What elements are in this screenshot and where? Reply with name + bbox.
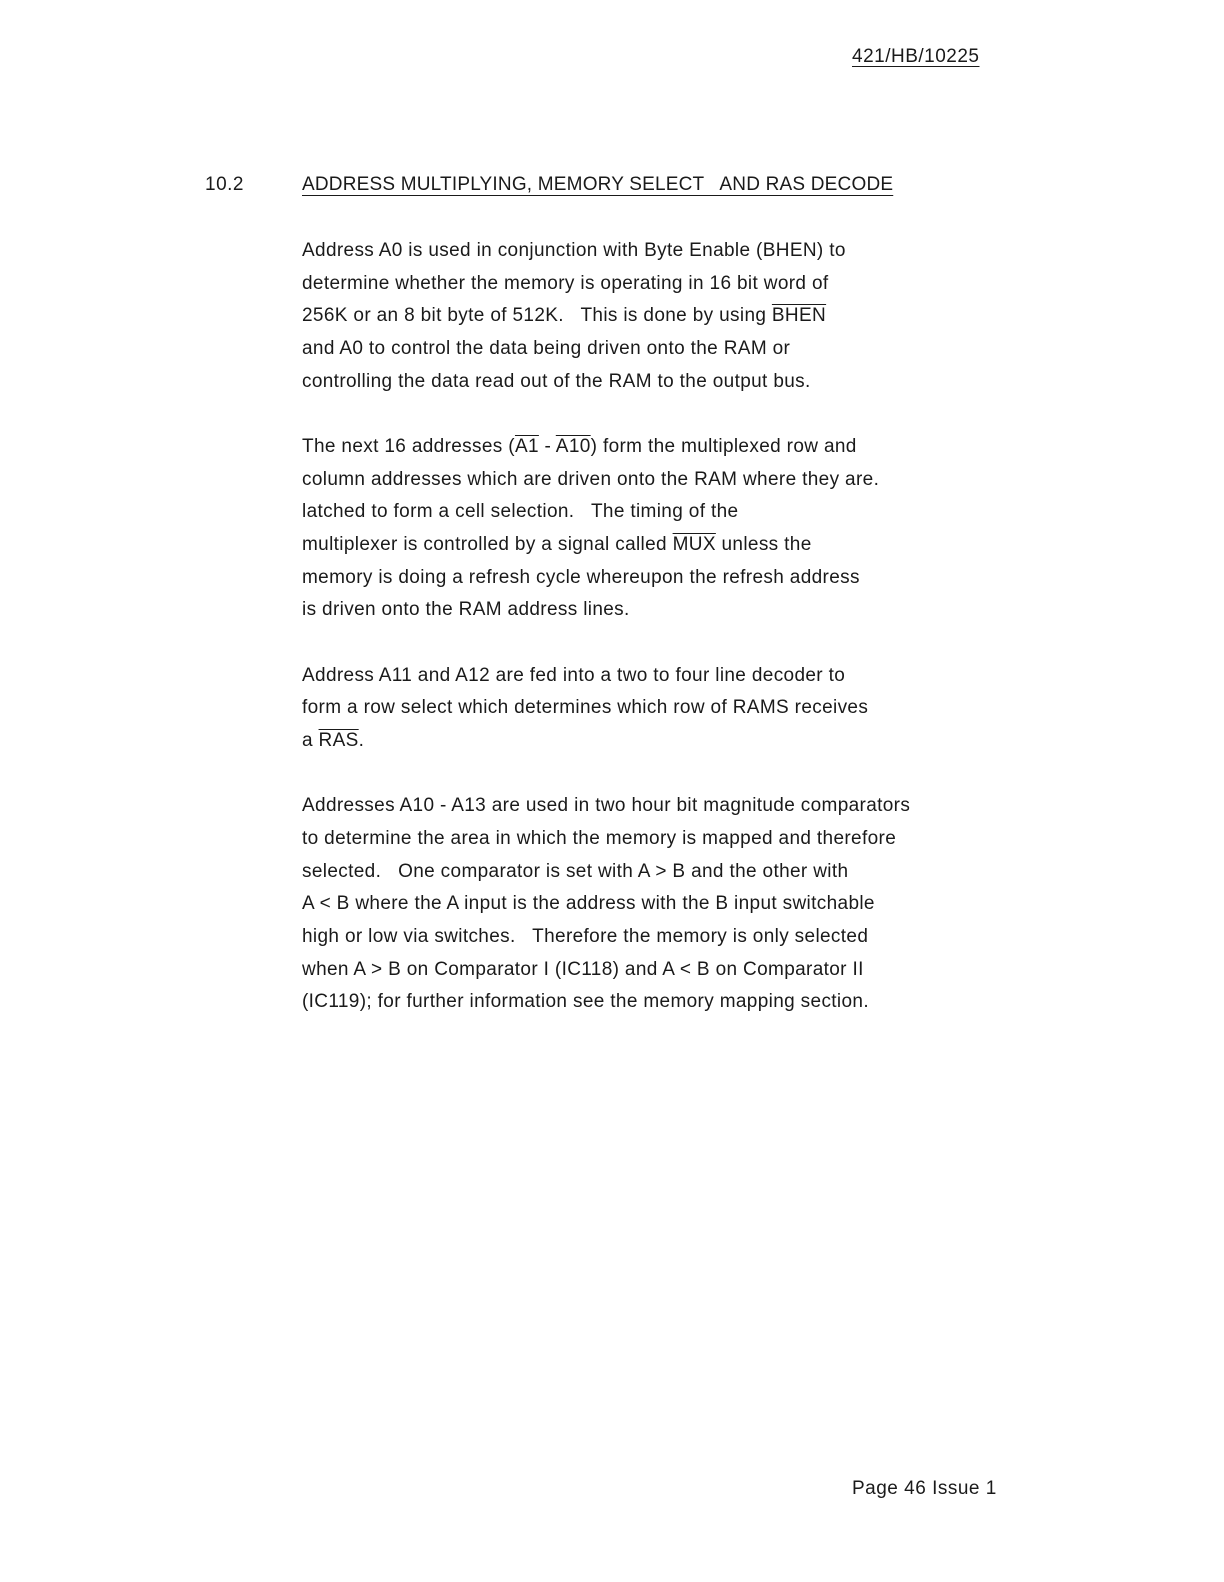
text-line (302, 431, 1042, 464)
text-line: controlling the data read out of the RAM to the output bus. (302, 370, 811, 392)
signal-mux-overbar: $\overline{MUX}$ (672, 534, 716, 555)
text-line: and A0 to control the data being driven onto the RAM or (302, 338, 791, 360)
section-number: 10.2 (205, 174, 244, 195)
text-segment: a (302, 729, 319, 751)
page-footer: Page 46 Issue 1 (852, 1478, 997, 1499)
paragraph-1 (302, 235, 1042, 398)
text-segment: The next 16 addresses ( (302, 435, 515, 457)
text-segment: - (538, 435, 556, 457)
text-line: is driven onto the RAM address lines. (302, 599, 630, 621)
paragraph-2 (302, 431, 1042, 627)
text-line: high or low via switches. Therefore the memory is only selected (302, 925, 869, 947)
text-segment: 256K or an 8 bit byte of 512K. This is done by using (302, 305, 772, 327)
text-line: (IC119); for further information see the memory mapping section. (302, 991, 869, 1013)
text-line: selected. One comparator is set with A > B and the other with (302, 860, 849, 882)
text-line: A < B where the A input is the address with the B input switchable (302, 893, 875, 915)
signal-a1-overbar: A1 (514, 435, 539, 457)
text-segment: . (358, 729, 365, 751)
text-segment: unless the (715, 534, 812, 555)
paragraph-3 (302, 660, 1042, 758)
text-line: determine whether the memory is operating in 16 bit word of (302, 272, 829, 294)
text-line (302, 529, 1042, 562)
signal-bhen-overbar: BHEN (771, 305, 827, 327)
text-line (302, 300, 1042, 333)
signal-a10-overbar: A10 (555, 435, 591, 457)
text-line: latched to form a cell selection. The timing of the (302, 501, 739, 523)
text-line (302, 725, 1042, 758)
section-title: ADDRESS MULTIPLYING, MEMORY SELECT AND RAS DECODE (302, 174, 894, 195)
text-segment: ) form the multiplexed row and (590, 435, 857, 457)
text-line: Addresses A10 - A13 are used in two hour bit magnitude comparators (302, 795, 911, 817)
text-line: form a row select which determines which row of RAMS receives (302, 697, 869, 719)
text-line: column addresses which are driven onto the RAM where they are. (302, 468, 880, 490)
paragraph-4 (302, 790, 1042, 1019)
text-line: when A > B on Comparator I (IC118) and A < B on Comparator II (302, 958, 864, 980)
signal-ras-overbar: $\overline{RAS}$ (318, 729, 359, 751)
text-line: to determine the area in which the memory is mapped and therefore (302, 827, 897, 849)
text-line: memory is doing a refresh cycle whereupon the refresh address (302, 566, 860, 588)
text-line: Address A0 is used in conjunction with Byte Enable (BHEN) to (302, 240, 846, 261)
text-line: Address A11 and A12 are fed into a two to four line decoder to (302, 664, 846, 686)
document-reference: 421/HB/10225 (852, 46, 980, 67)
text-segment: multiplexer is controlled by a signal called (302, 534, 673, 555)
body-text (302, 235, 1042, 1051)
